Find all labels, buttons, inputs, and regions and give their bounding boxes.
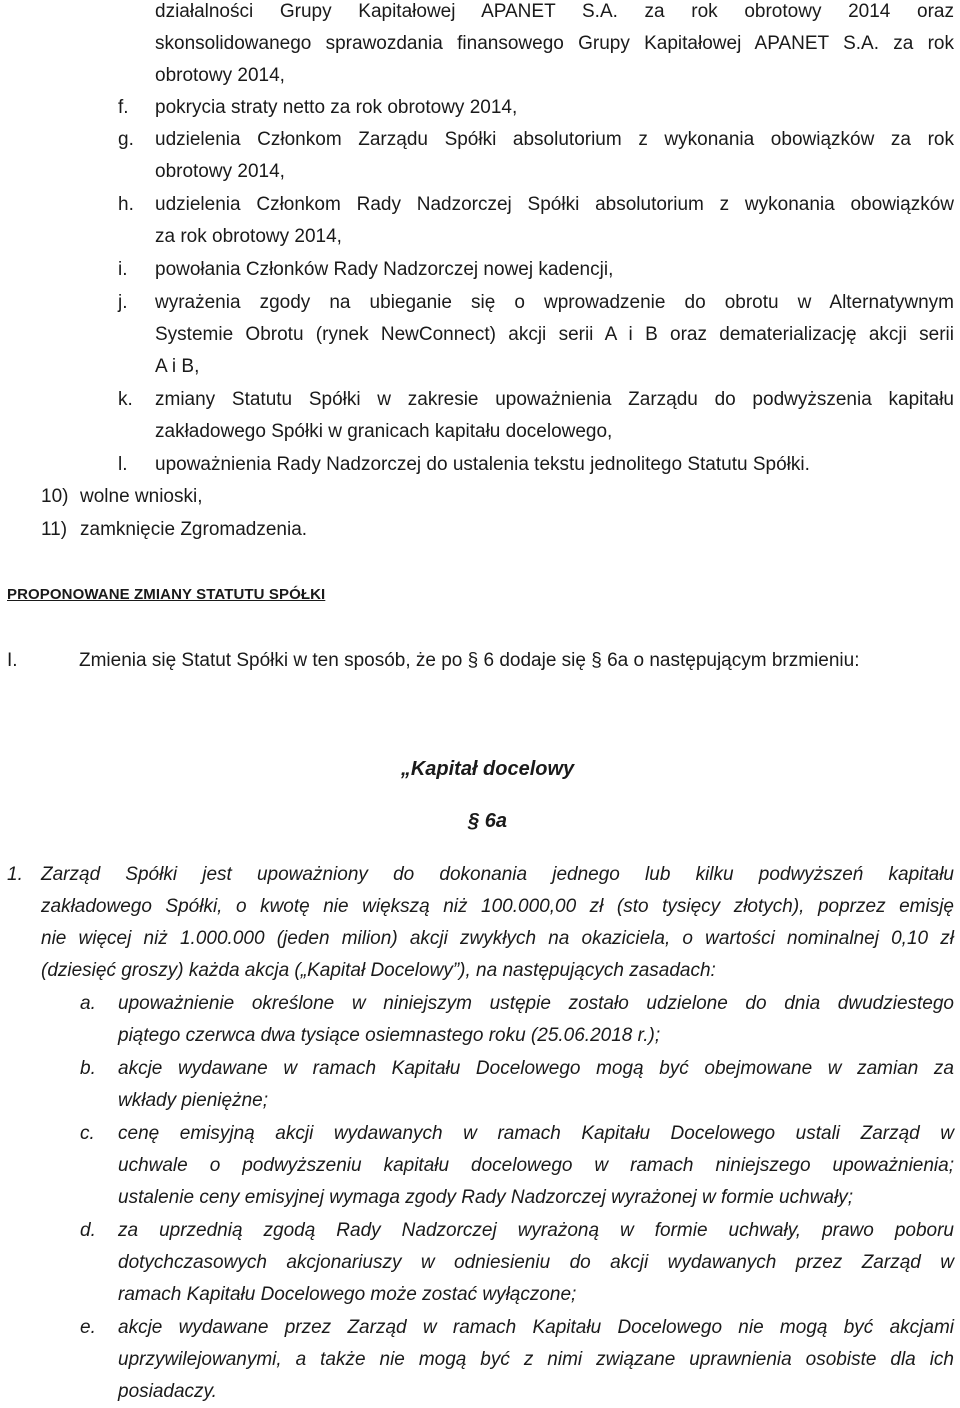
sub-point-label: b. bbox=[80, 1058, 96, 1079]
list-item-line: obrotowy 2014, bbox=[155, 161, 285, 182]
list-item-label: k. bbox=[118, 389, 133, 410]
sub-point-line: wkłady pieniężne; bbox=[118, 1090, 268, 1111]
sub-point-line: uprzywilejowanymi, a także nie mogą być z nimi związane uprawnienia osobiste dla ich bbox=[118, 1349, 954, 1370]
agenda-point-label: 11) bbox=[41, 519, 68, 540]
sub-point-line: akcje wydawane przez Zarząd w ramach Kapitału Docelowego nie mogą być akcjami bbox=[118, 1317, 954, 1338]
list-item-line: skonsolidowanego sprawozdania finansowego Grupy Kapitałowej APANET S.A. za rok bbox=[155, 33, 954, 54]
list-item-line: udzielenia Członkom Rady Nadzorczej Spółki absolutorium z wykonania obowiązków bbox=[155, 194, 954, 215]
paragraph-line: (dziesięć groszy) każda akcja („Kapitał Docelowy”), na następujących zasadach: bbox=[41, 960, 716, 981]
sub-point-label: a. bbox=[80, 993, 96, 1014]
list-item-line: wyrażenia zgody na ubieganie się o wprowadzenie do obrotu w Alternatywnym bbox=[155, 292, 954, 313]
list-item-line: pokrycia straty netto za rok obrotowy 2014, bbox=[155, 97, 518, 118]
sub-point-line: cenę emisyjną akcji wydawanych w ramach Kapitału Docelowego ustali Zarząd w bbox=[118, 1123, 954, 1144]
sub-point-line: akcje wydawane w ramach Kapitału Docelowego mogą być obejmowane w zamian za bbox=[118, 1058, 954, 1079]
paragraph-line: Zarząd Spółki jest upoważniony do dokonania jednego lub kilku podwyższeń kapitału bbox=[41, 864, 954, 885]
list-item-label: f. bbox=[118, 97, 129, 118]
sub-point-line: posiadaczy. bbox=[118, 1381, 217, 1402]
agenda-point-label: 10) bbox=[41, 486, 69, 507]
list-item-line: zakładowego Spółki w granicach kapitału docelowego, bbox=[155, 421, 613, 442]
list-item-line: za rok obrotowy 2014, bbox=[155, 226, 342, 247]
list-item-line: zmiany Statutu Spółki w zakresie upoważnienia Zarządu do podwyższenia kapitału bbox=[155, 389, 954, 410]
sub-point-line: ramach Kapitału Docelowego może zostać wyłączone; bbox=[118, 1284, 577, 1305]
list-item-line: Systemie Obrotu (rynek NewConnect) akcji serii A i B oraz dematerializację akcji serii bbox=[155, 324, 954, 345]
paragraph-line: nie więcej niż 1.000.000 (jeden milion) akcji zwykłych na okaziciela, o wartości nominalnej 0,10 zł bbox=[41, 928, 954, 949]
list-item-label: l. bbox=[118, 454, 128, 475]
amendment-label: I. bbox=[7, 650, 18, 671]
section-heading: PROPONOWANE ZMIANY STATUTU SPÓŁKI bbox=[7, 586, 326, 603]
sub-point-label: d. bbox=[80, 1220, 96, 1241]
list-item-label: j. bbox=[118, 292, 128, 313]
list-item-label: g. bbox=[118, 129, 134, 150]
list-item-line: A i B, bbox=[155, 356, 200, 377]
sub-point-line: ustalenie ceny emisyjnej wymaga zgody Rady Nadzorczej wyrażonej w formie uchwały; bbox=[118, 1187, 853, 1208]
paragraph-label: 1. bbox=[7, 864, 23, 885]
list-item-line: obrotowy 2014, bbox=[155, 65, 285, 86]
agenda-point-text: wolne wnioski, bbox=[80, 486, 203, 507]
list-item-line: udzielenia Członkom Zarządu Spółki absolutorium z wykonania obowiązków za rok bbox=[155, 129, 954, 150]
list-item-line: upoważnienia Rady Nadzorczej do ustalenia tekstu jednolitego Statutu Spółki. bbox=[155, 454, 810, 475]
sub-point-label: c. bbox=[80, 1123, 95, 1144]
sub-point-line: piątego czerwca dwa tysiące osiemnastego roku (25.06.2018 r.); bbox=[118, 1025, 661, 1046]
sub-point-line: dotychczasowych akcjonariuszy w odniesieniu do akcji wydawanych przez Zarząd w bbox=[118, 1252, 954, 1273]
list-item-label: i. bbox=[118, 259, 128, 280]
amendment-text: Zmienia się Statut Spółki w ten sposób, że po § 6 dodaje się § 6a o następującym brzmieniu: bbox=[79, 650, 860, 671]
sub-point-line: za uprzednią zgodą Rady Nadzorczej wyrażoną w formie uchwały, prawo poboru bbox=[118, 1220, 954, 1241]
paragraph-line: zakładowego Spółki, o kwotę nie większą niż 100.000,00 zł (sto tysięcy złotych), poprzez emisję bbox=[41, 896, 954, 917]
list-item-line: powołania Członków Rady Nadzorczej nowej kadencji, bbox=[155, 259, 614, 280]
list-item-line: działalności Grupy Kapitałowej APANET S.A. za rok obrotowy 2014 oraz bbox=[155, 1, 954, 22]
sub-point-line: upoważnienie określone w niniejszym ustępie zostało udzielone do dnia dwudziestego bbox=[118, 993, 954, 1014]
article-title: „Kapitał docelowy bbox=[400, 758, 575, 780]
sub-point-line: uchwale o podwyższeniu kapitału docelowego w ramach niniejszego upoważnienia; bbox=[118, 1155, 954, 1176]
sub-point-label: e. bbox=[80, 1317, 96, 1338]
article-number: § 6a bbox=[468, 810, 507, 832]
list-item-label: h. bbox=[118, 194, 134, 215]
agenda-point-text: zamknięcie Zgromadzenia. bbox=[80, 519, 308, 540]
